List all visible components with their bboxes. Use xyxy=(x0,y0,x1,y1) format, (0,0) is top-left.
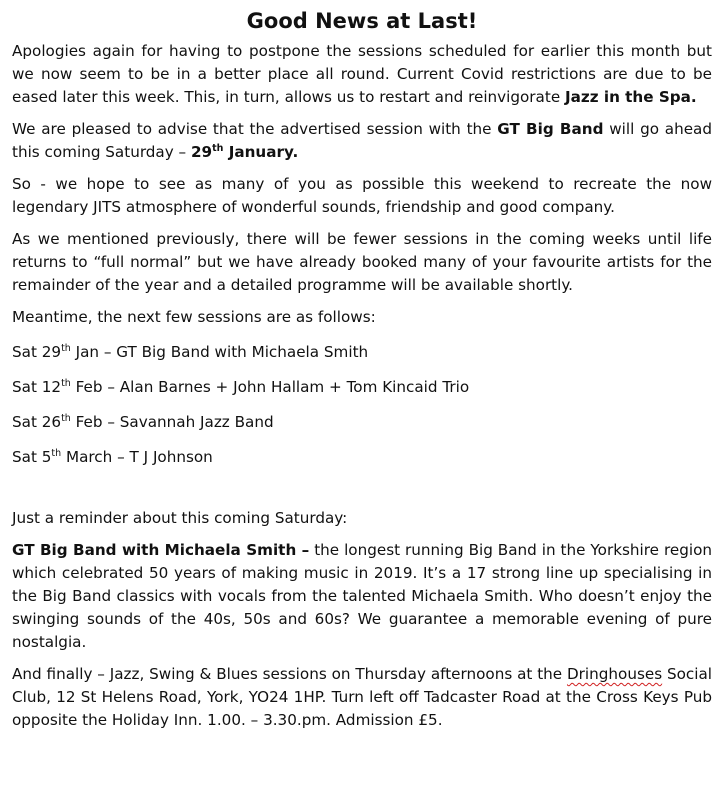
session-day: 29 xyxy=(190,143,213,161)
session-date-text: Sat 12 xyxy=(12,378,62,396)
session-item xyxy=(12,376,712,399)
sessions-list xyxy=(12,341,712,469)
thursday-text-start: And finally – Jazz, Swing & Blues sessions on Thursday afternoons at the xyxy=(12,665,567,683)
band-description-heading: GT Big Band with Michaela Smith – xyxy=(12,541,310,559)
band-description-text: the longest running Big Band in the Yorkshire region which celebrated 50 years of making music in 2019. It’s a 17 strong line up specialising in the Big Band classics with vocals from the talented Michaela Smith. Who doesn’t enjoy the swinging sounds of the 40s, 50s and 60s? We guarantee a memorable evening of pure nostalgia. xyxy=(12,541,712,651)
session-detail-text: Jan – GT Big Band with Michaela Smith xyxy=(70,343,369,361)
session-date-suffix: th xyxy=(61,342,71,354)
jazz-in-the-spa-text: Jazz in the Spa. xyxy=(565,88,697,106)
session-date-suffix: th xyxy=(61,377,71,389)
page-title: Good News at Last! xyxy=(246,9,478,33)
hope-paragraph: So - we hope to see as many of you as possible this weekend to recreate the now legendary JITS atmosphere of wonderful sounds, friendship and good company. xyxy=(12,175,712,216)
thursday-text-end: Social Club, 12 St Helens Road, York, YO24 1HP. Turn left off Tadcaster Road at the Cross Keys Pub opposite the Holiday Inn. 1.00. – 3.30.pm. Admission £5. xyxy=(12,665,713,729)
venue-name-text: Dringhouses xyxy=(566,665,663,683)
band-name-text: GT Big Band xyxy=(497,120,604,138)
session-item xyxy=(12,411,712,434)
blank-spacer xyxy=(12,469,712,507)
session-detail-text: Feb – Savannah Jazz Band xyxy=(70,413,274,431)
session-detail-text: Feb – Alan Barnes + John Hallam + Tom Kincaid Trio xyxy=(70,378,470,396)
session-item xyxy=(12,341,712,364)
intro-text: Apologies again for having to postpone the sessions scheduled for earlier this month but we now seem to be in a better place all round. Current Covid restrictions are due to be eased later this week. This, in turn, allows us to restart and reinvigorate xyxy=(12,42,712,106)
session-day-suffix: th xyxy=(212,142,224,154)
reminder-paragraph: Just a reminder about this coming Saturday: xyxy=(12,509,348,527)
session-date-suffix: th xyxy=(61,412,71,424)
session-date-suffix: th xyxy=(51,447,62,459)
session-announcement-paragraph xyxy=(12,118,712,164)
announcement-text-middle: will go ahead this coming Saturday – xyxy=(12,120,712,161)
fewer-sessions-paragraph: As we mentioned previously, there will be fewer sessions in the coming weeks until life returns to “full normal” but we have already booked many of your favourite artists for the remainder of the year and a detailed programme will be available shortly. xyxy=(12,230,712,294)
session-date-text: Sat 5 xyxy=(12,448,52,466)
session-item xyxy=(12,446,712,469)
announcement-text-start: We are pleased to advise that the advertised session with the xyxy=(12,120,498,138)
session-date xyxy=(191,143,298,161)
session-date-text: Sat 26 xyxy=(12,413,62,431)
session-date-text: Sat 29 xyxy=(12,343,62,361)
session-month: January. xyxy=(223,143,299,161)
intro-paragraph xyxy=(12,40,712,109)
session-detail-text: March – T J Johnson xyxy=(61,448,213,466)
band-description-paragraph xyxy=(12,539,712,654)
meantime-paragraph: Meantime, the next few sessions are as follows: xyxy=(12,308,376,326)
thursday-sessions-paragraph xyxy=(12,663,712,732)
